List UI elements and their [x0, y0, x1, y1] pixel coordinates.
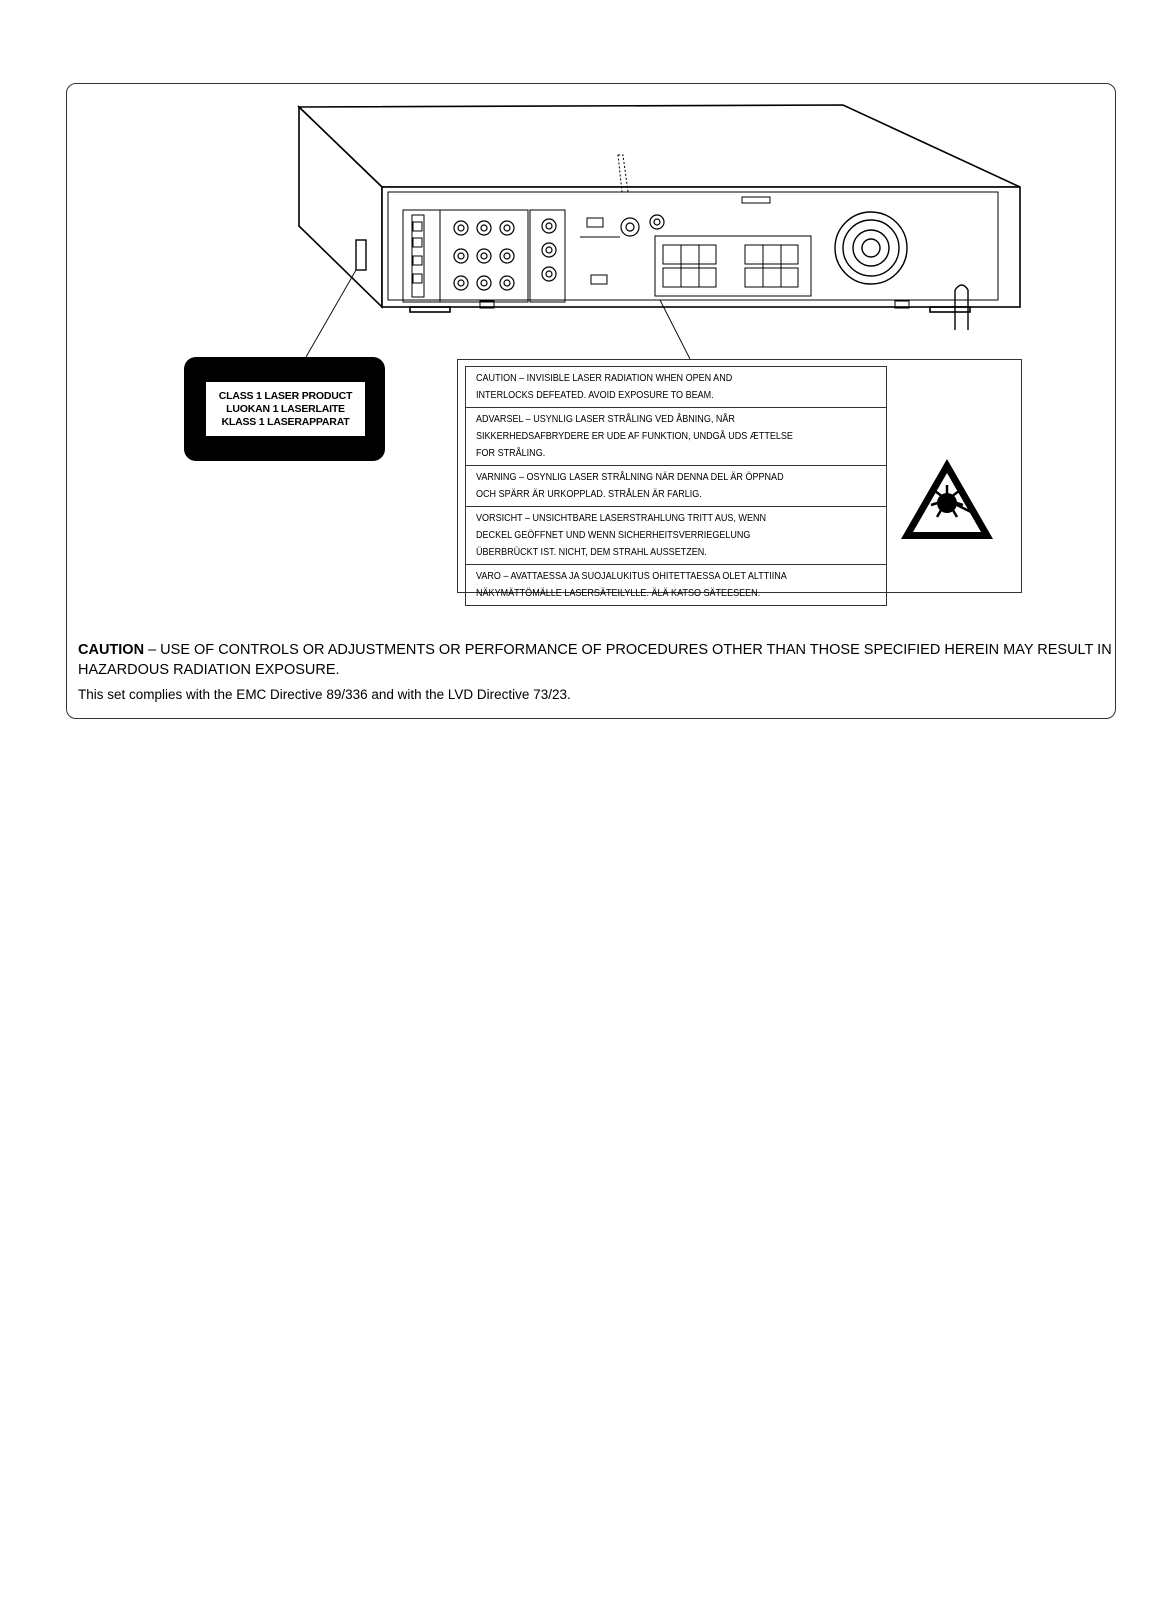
- warning-line: ADVARSEL – USYNLIG LASER STRÅLING VED ÅBNING, NÅR: [476, 413, 735, 425]
- warning-line: NÄKYMÄTTÖMÄLLE LASERSÄTEILYLLE. ÄLÄ KATSO SÄTEESEEN.: [476, 587, 761, 599]
- caution-label: CAUTION: [78, 642, 145, 658]
- warning-row-fi: [466, 565, 886, 605]
- warning-line: OCH SPÄRR ÄR URKOPPLAD. STRÅLEN ÄR FARLIG.: [476, 488, 702, 500]
- class-label-line: CLASS 1 LASER PRODUCT: [218, 389, 353, 402]
- warning-line: INTERLOCKS DEFEATED. AVOID EXPOSURE TO BEAM.: [476, 389, 714, 401]
- warning-row-sv: [466, 466, 886, 507]
- warning-line: SIKKERHEDSAFBRYDERE ER UDE AF FUNKTION, UNDGÅ UDS ÆTTELSE: [476, 430, 793, 442]
- warning-line: VORSICHT – UNSICHTBARE LASERSTRAHLUNG TRITT AUS, WENN: [476, 512, 767, 524]
- laser-hazard-icon: [897, 455, 997, 545]
- warning-row-en: [466, 367, 886, 408]
- warning-line: ÜBERBRÜCKT IST. NICHT, DEM STRAHL AUSSETZEN.: [476, 546, 707, 558]
- warning-line: FOR STRÅLING.: [476, 447, 546, 459]
- caution-body: – USE OF CONTROLS OR ADJUSTMENTS OR PERFORMANCE OF PROCEDURES OTHER THAN THOSE SPECIFIED HEREIN MAY RESULT IN HAZARDOUS RADIATION EXPOSURE.: [78, 642, 1112, 678]
- side-label-square: [356, 240, 366, 270]
- warning-line: DECKEL GEÖFFNET UND WENN SICHERHEITSVERRIEGELUNG: [476, 529, 751, 541]
- warning-line: CAUTION – INVISIBLE LASER RADIATION WHEN OPEN AND: [476, 372, 733, 384]
- directive-statement: This set complies with the EMC Directive 89/336 and with the LVD Directive 73/23.: [78, 687, 571, 702]
- warning-row-de: [466, 507, 886, 565]
- class-label-line: KLASS 1 LASERAPPARAT: [221, 415, 350, 428]
- class-label-line: LUOKAN 1 LASERLAITE: [226, 402, 345, 415]
- warning-table: [465, 366, 887, 606]
- warning-row-da: [466, 408, 886, 466]
- device-rear-illustration: [0, 0, 1174, 360]
- class1-laser-label: [184, 357, 385, 461]
- caution-statement: [78, 640, 1113, 680]
- warning-line: VARNING – OSYNLIG LASER STRÅLNING NÄR DENNA DEL ÄR ÖPPNAD: [476, 471, 784, 483]
- warning-line: VARO – AVATTAESSA JA SUOJALUKITUS OHITETTAESSA OLET ALTTIINA: [476, 570, 787, 582]
